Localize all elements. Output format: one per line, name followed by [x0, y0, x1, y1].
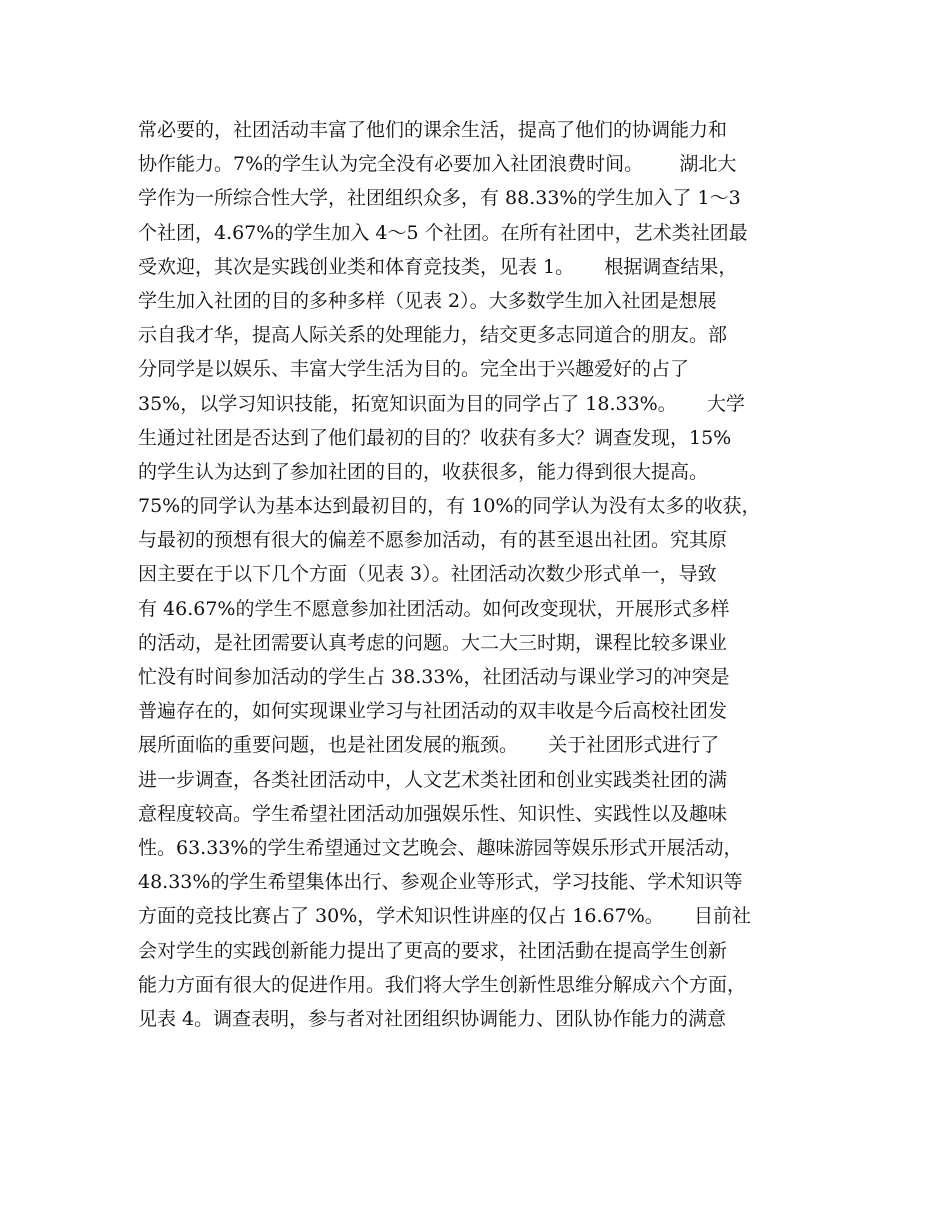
text-line: 示自我才华，提高人际关系的处理能力，结交更多志同道合的朋友。部 [138, 324, 728, 347]
text-line: 会对学生的实践创新能力提出了更高的要求，社团活動在提高学生创新 [138, 939, 728, 962]
text-line: 展所面临的重要问题，也是社团发展的瓶颈。 关于社团形式进行了 [138, 734, 720, 757]
text-line: 有 46.67%的学生不愿意参加社团活动。如何改变现状，开展形式多样 [138, 597, 730, 620]
text-line: 48.33%的学生希望集体出行、参观企业等形式，学习技能、学术知识等 [138, 871, 743, 894]
text-line: 忙没有时间参加活动的学生占 38.33%，社团活动与课业学习的冲突是 [138, 666, 730, 688]
text-line: 的活动，是社团需要认真考虑的问题。大二大三时期，课程比较多课业 [138, 631, 728, 654]
text-line: 普遍存在的，如何实现课业学习与社团活动的双丰收是今后高校社团发 [138, 700, 728, 723]
text-line: 常必要的，社团活动丰富了他们的课余生活，提高了他们的协调能力和 [138, 119, 728, 141]
text-line: 分同学是以娱乐、丰富大学生活为目的。完全出于兴趣爱好的占了 [138, 358, 690, 381]
text-line: 因主要在于以下几个方面（见表 3）。社团活动次数少形式单一，导致 [138, 563, 717, 586]
text-line: 个社团，4.67%的学生加入 4～5 个社团。在所有社团中，艺术类社团最 [138, 221, 748, 244]
text-line: 性。63.33%的学生希望通过文艺晚会、趣味游园等娱乐形式开展活动， [138, 836, 743, 859]
text-line: 能力方面有很大的促进作用。我们将大学生创新性思维分解成六个方面， [138, 973, 747, 996]
text-line: 受欢迎，其次是实践创业类和体育竞技类，见表 1。 根据调查结果， [138, 255, 738, 278]
text-line: 协作能力。7%的学生认为完全没有必要加入社团浪费时间。 湖北大 [138, 153, 737, 176]
text-line: 75%的同学认为基本达到最初目的，有 10%的同学认为没有太多的收获， [138, 495, 761, 518]
text-line: 见表 4。调查表明，参与者对社团组织协调能力、团队协作能力的满意 [138, 1007, 727, 1030]
text-line: 进一步调查，各类社团活动中，人文艺术类社团和创业实践类社团的满 [138, 768, 728, 791]
text-line: 学作为一所综合性大学，社团组织众多，有 88.33%的学生加入了 1～3 [138, 187, 741, 210]
text-line: 35%，以学习知识技能，拓宽知识面为目的同学占了 18.33%。 大学 [138, 392, 745, 415]
text-line: 方面的竞技比赛占了 30%，学术知识性讲座的仅占 16.67%。 目前社 [138, 905, 751, 928]
text-line: 意程度较高。学生希望社团活动加强娱乐性、知识性、实践性以及趣味 [138, 802, 728, 825]
text-line: 与最初的预想有很大的偏差不愿参加活动，有的甚至退出社团。究其原 [138, 529, 728, 552]
text-line: 生通过社团是否达到了他们最初的目的？收获有多大？调查发现，15% [138, 426, 732, 449]
text-line: 的学生认为达到了参加社团的目的，收获很多，能力得到很大提高。 [138, 460, 709, 483]
text-line: 学生加入社团的目的多种多样（见表 2）。大多数学生加入社团是想展 [138, 289, 717, 312]
body-text [138, 113, 820, 1036]
